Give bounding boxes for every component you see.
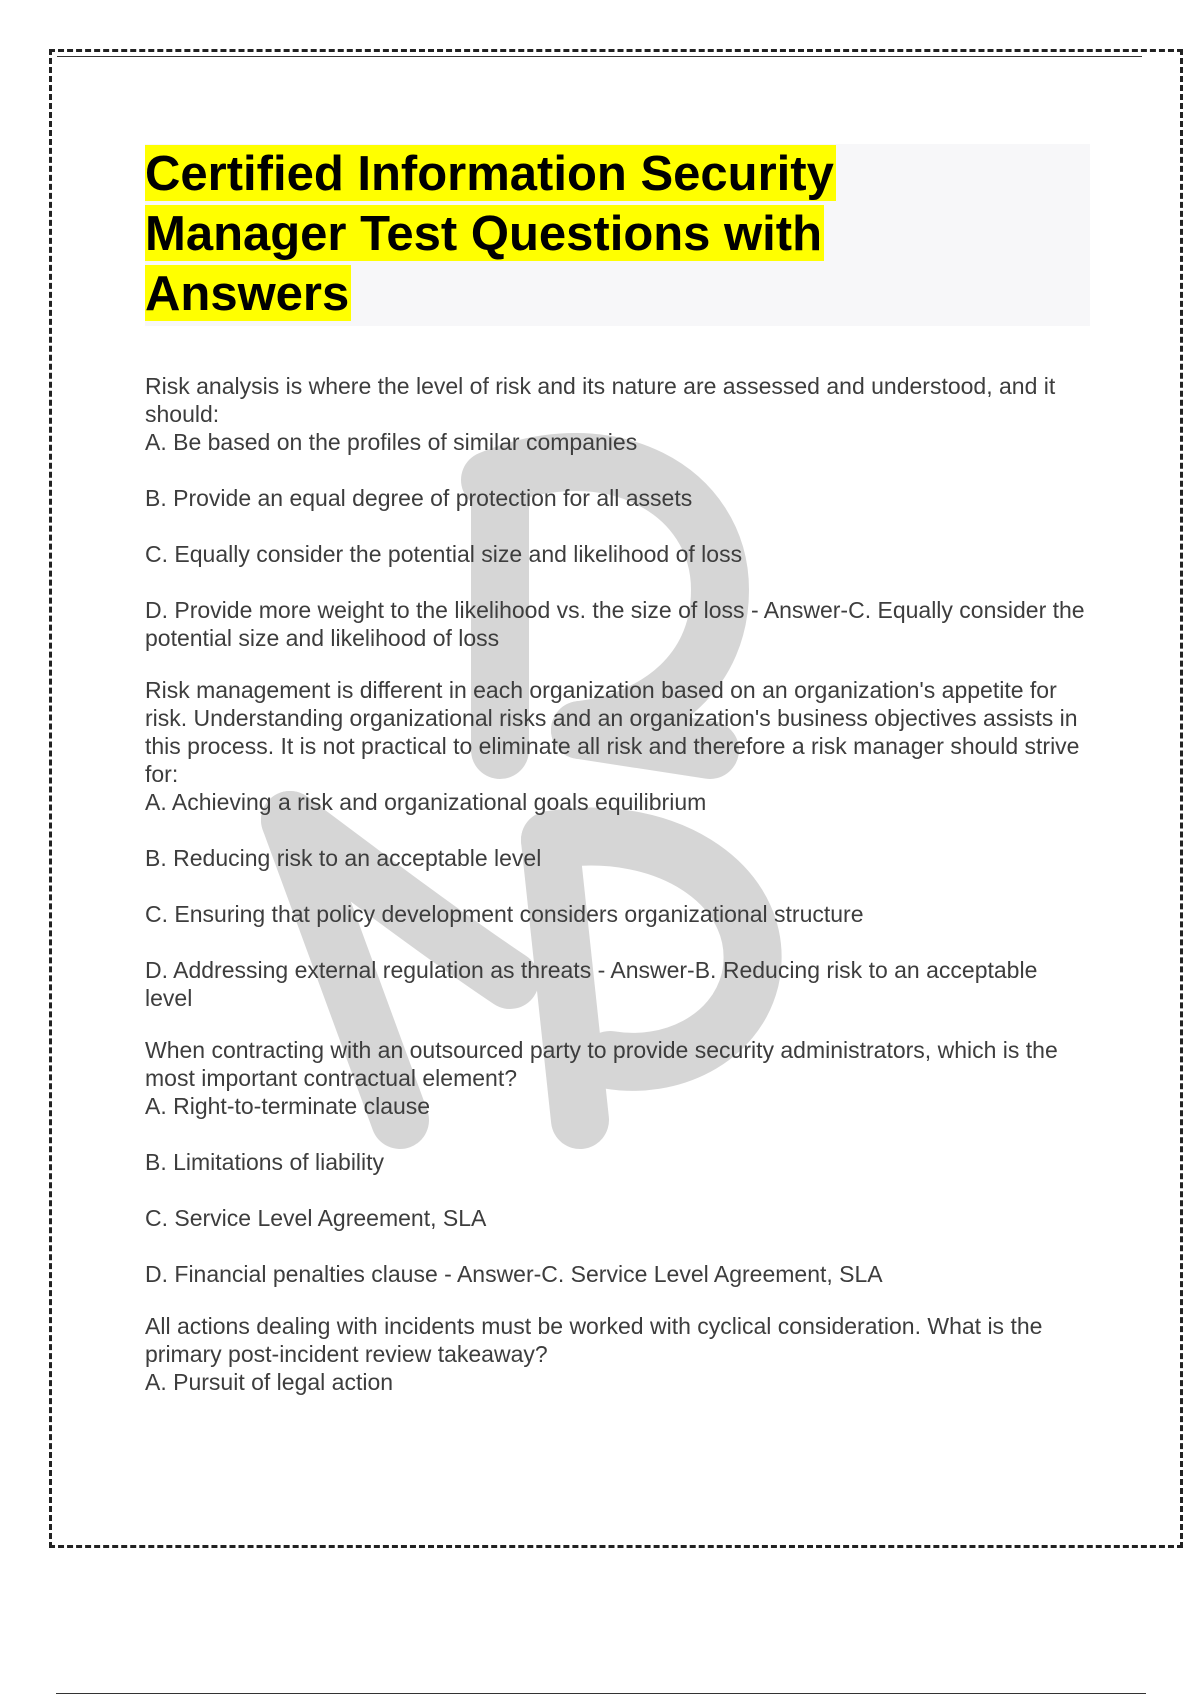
answer-option-with-answer: D. Addressing external regulation as threats - Answer-B. Reducing risk to an acceptable level <box>145 957 1038 1011</box>
question-item <box>145 676 1090 1012</box>
title-highlight: Certified Information Security Manager Test Questions with Answers <box>145 147 834 321</box>
question-item <box>145 1312 1090 1396</box>
question-list <box>145 372 1090 1420</box>
answer-option: C. Ensuring that policy development considers organizational structure <box>145 901 864 927</box>
top-rule <box>57 56 1142 57</box>
answer-option: A. Be based on the profiles of similar companies <box>145 429 638 455</box>
answer-option: C. Equally consider the potential size and likelihood of loss <box>145 541 743 567</box>
question-stem: All actions dealing with incidents must be worked with cyclical consideration. What is the primary post-incident review takeaway? <box>145 1313 1043 1367</box>
question-item <box>145 372 1090 652</box>
title-block <box>145 144 1090 326</box>
answer-option: A. Achieving a risk and organizational goals equilibrium <box>145 789 707 815</box>
document-title <box>145 144 905 324</box>
answer-option: C. Service Level Agreement, SLA <box>145 1205 487 1231</box>
question-stem: Risk analysis is where the level of risk and its nature are assessed and understood, and it should: <box>145 373 1056 427</box>
answer-option: B. Provide an equal degree of protection for all assets <box>145 485 693 511</box>
answer-option: A. Pursuit of legal action <box>145 1369 394 1395</box>
bottom-rule <box>56 1693 1146 1694</box>
question-stem: Risk management is different in each organization based on an organization's appetite for risk. Understanding organizational risks and an organization's business objectives assists in this process. It is not practical to eliminate all risk and therefore a risk manager should strive for: <box>145 677 1080 787</box>
question-stem: When contracting with an outsourced party to provide security administrators, which is the most important contractual element? <box>145 1037 1058 1091</box>
answer-option-with-answer: D. Financial penalties clause - Answer-C. Service Level Agreement, SLA <box>145 1261 883 1287</box>
answer-option-with-answer: D. Provide more weight to the likelihood vs. the size of loss - Answer-C. Equally consider the potential size and likelihood of loss <box>145 597 1085 651</box>
question-item <box>145 1036 1090 1288</box>
answer-option: B. Limitations of liability <box>145 1149 385 1175</box>
answer-option: A. Right-to-terminate clause <box>145 1093 431 1119</box>
answer-option: B. Reducing risk to an acceptable level <box>145 845 542 871</box>
